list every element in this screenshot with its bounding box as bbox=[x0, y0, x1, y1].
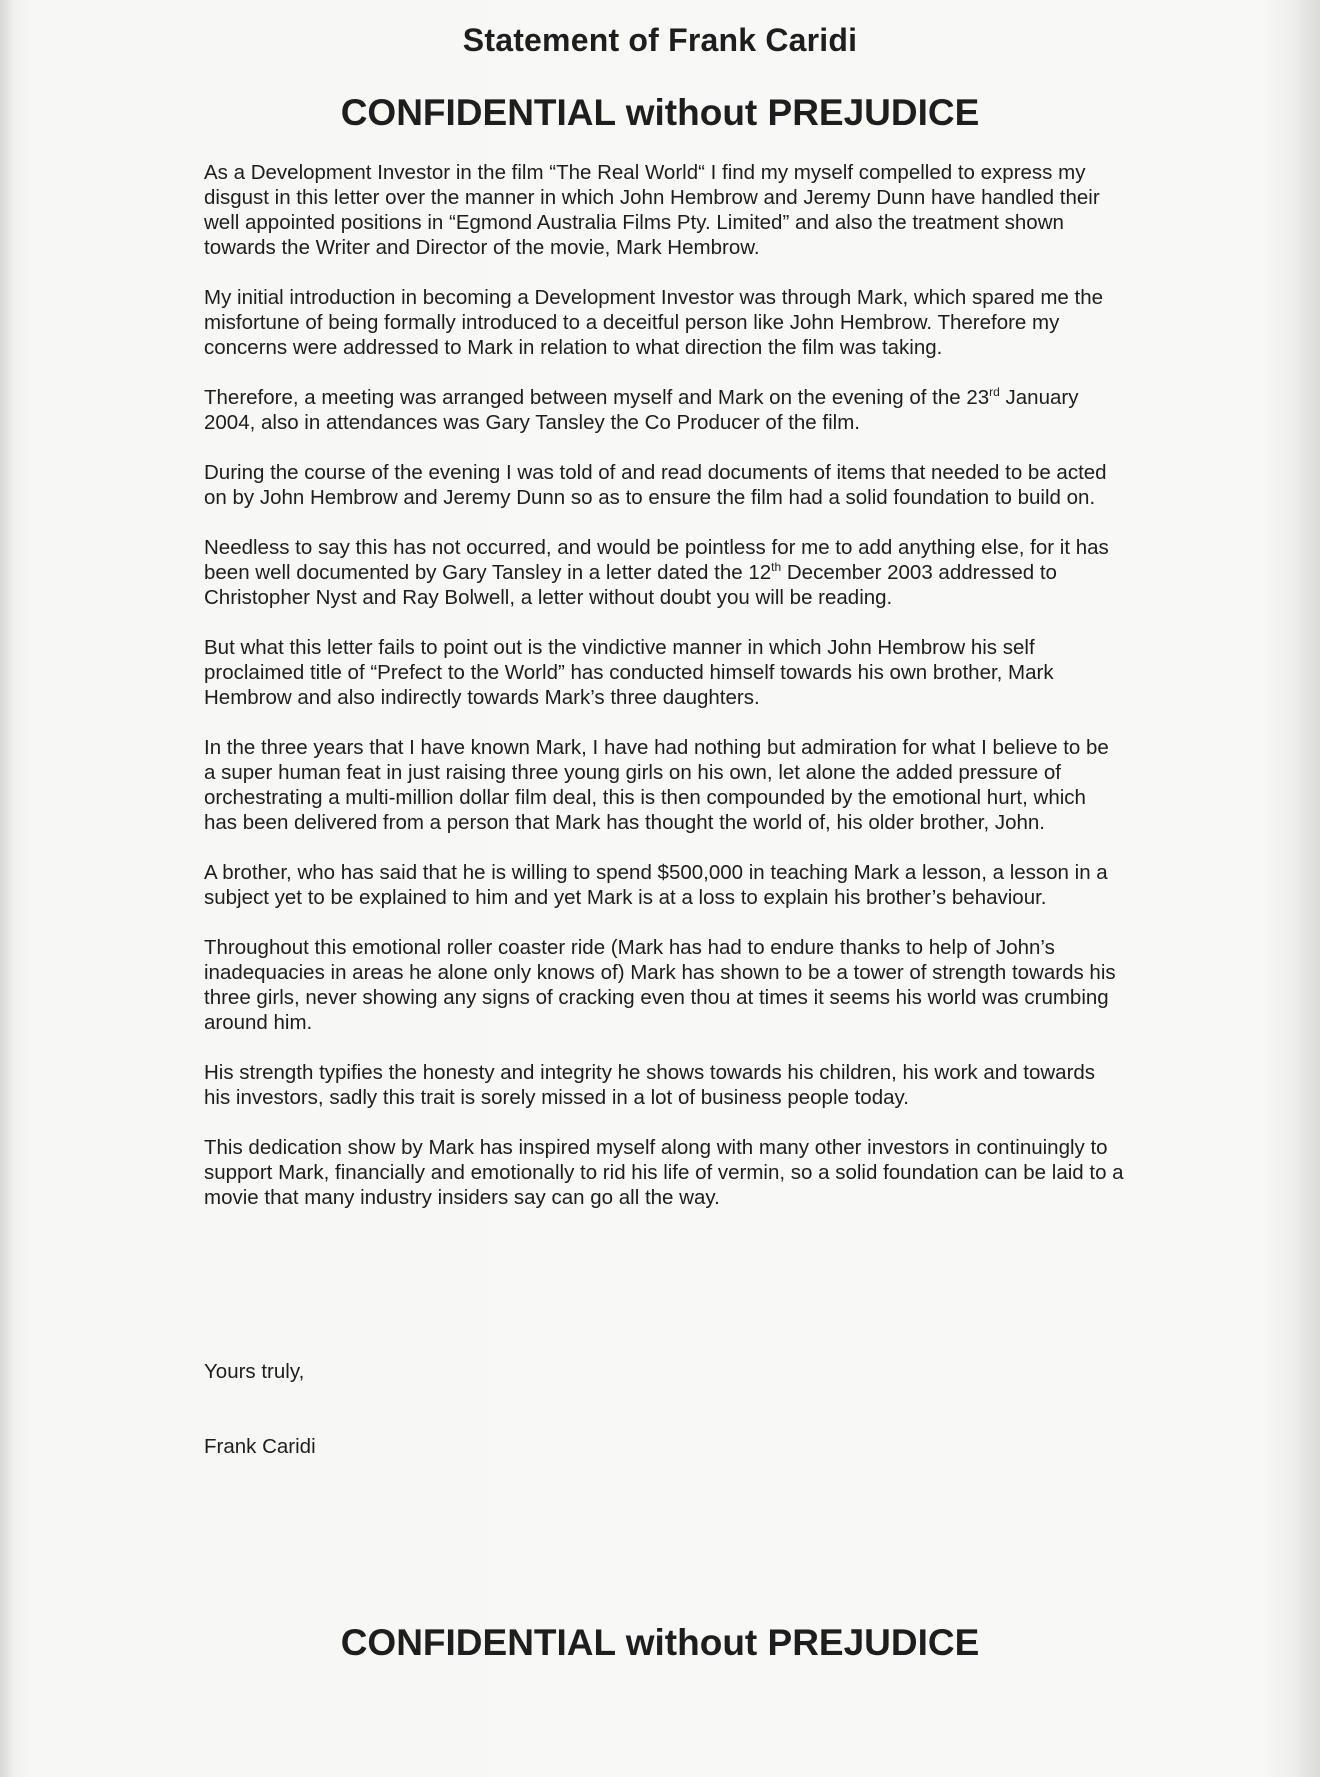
confidential-header: CONFIDENTIAL without PREJUDICE bbox=[340, 92, 980, 133]
paragraph-1: As a Development Investor in the film “The Real World“ I find my myself compelled to express my disgust in this letter over the manner in which John Hembrow and Jeremy Dunn have handled their well appointed positions in “Egmond Australia Films Pty. Limited” and also the treatment shown towards the Writer and Director of the movie, Mark Hembrow. bbox=[204, 161, 1100, 259]
document-title: Statement of Frank Caridi bbox=[462, 22, 858, 58]
paragraph-4: During the course of the evening I was told of and read documents of items that needed to be acted on by John Hembrow and Jeremy Dunn so as to ensure the film had a solid foundation to build on. bbox=[204, 461, 1107, 509]
ordinal-suffix: rd bbox=[989, 385, 1000, 400]
signature-name: Frank Caridi bbox=[204, 1435, 316, 1458]
letter-body bbox=[204, 160, 1124, 1235]
page-edge-shadow-left bbox=[0, 0, 14, 1777]
paragraph-5-text-after: December 2003 addressed to Christopher Nyst and Ray Bolwell, a letter without doubt you will be reading. bbox=[204, 561, 1057, 609]
paragraph-5-text-before: Needless to say this has not occurred, and would be pointless for me to add anything else, for it has been well documented by Gary Tansley in a letter dated the 12 bbox=[204, 536, 1109, 584]
confidential-footer: CONFIDENTIAL without PREJUDICE bbox=[340, 1622, 980, 1663]
paragraph-2: My initial introduction in becoming a Development Investor was through Mark, which spared me the misfortune of being formally introduced to a deceitful person like John Hembrow. Therefore my concerns were addressed to Mark in relation to what direction the film was taking. bbox=[204, 286, 1104, 359]
paragraph-3-text-before: Therefore, a meeting was arranged between myself and Mark on the evening of the 23 bbox=[204, 386, 990, 409]
paragraph-5 bbox=[204, 535, 1124, 610]
paragraph-10: His strength typifies the honesty and integrity he shows towards his children, his work and towards his investors, sadly this trait is sorely missed in a lot of business people today. bbox=[204, 1061, 1096, 1109]
closing-salutation: Yours truly, bbox=[204, 1360, 305, 1383]
paragraph-8: A brother, who has said that he is willing to spend $500,000 in teaching Mark a lesson, a lesson in a subject yet to be explained to him and yet Mark is at a loss to explain his brother’s behaviour. bbox=[204, 861, 1108, 909]
paragraph-3-text-after: January 2004, also in attendances was Gary Tansley the Co Producer of the film. bbox=[204, 386, 1079, 434]
paragraph-3 bbox=[204, 385, 1124, 435]
page-edge-shadow-right bbox=[1296, 0, 1320, 1777]
paragraph-6: But what this letter fails to point out is the vindictive manner in which John Hembrow his self proclaimed title of “Prefect to the World” has conducted himself towards his own brother, Mark Hembrow and also indirectly towards Mark’s three daughters. bbox=[204, 636, 1054, 709]
paragraph-9: Throughout this emotional roller coaster ride (Mark has had to endure thanks to help of John’s inadequacies in areas he alone only knows of) Mark has shown to be a tower of strength towards his three girls, never showing any signs of cracking even thou at times it seems his world was crumbing around him. bbox=[204, 936, 1116, 1034]
paragraph-7: In the three years that I have known Mark, I have had nothing but admiration for what I believe to be a super human feat in just raising three young girls on his own, let alone the added pressure of orchestrating a multi-million dollar film deal, this is then compounded by the emotional hurt, which has been delivered from a person that Mark has thought the world of, his older brother, John. bbox=[204, 736, 1109, 834]
paragraph-11: This dedication show by Mark has inspired myself along with many other investors in continuingly to support Mark, financially and emotionally to rid his life of vermin, so a solid foundation can be laid to a movie that many industry insiders say can go all the way. bbox=[204, 1136, 1124, 1209]
ordinal-suffix: th bbox=[771, 560, 782, 575]
